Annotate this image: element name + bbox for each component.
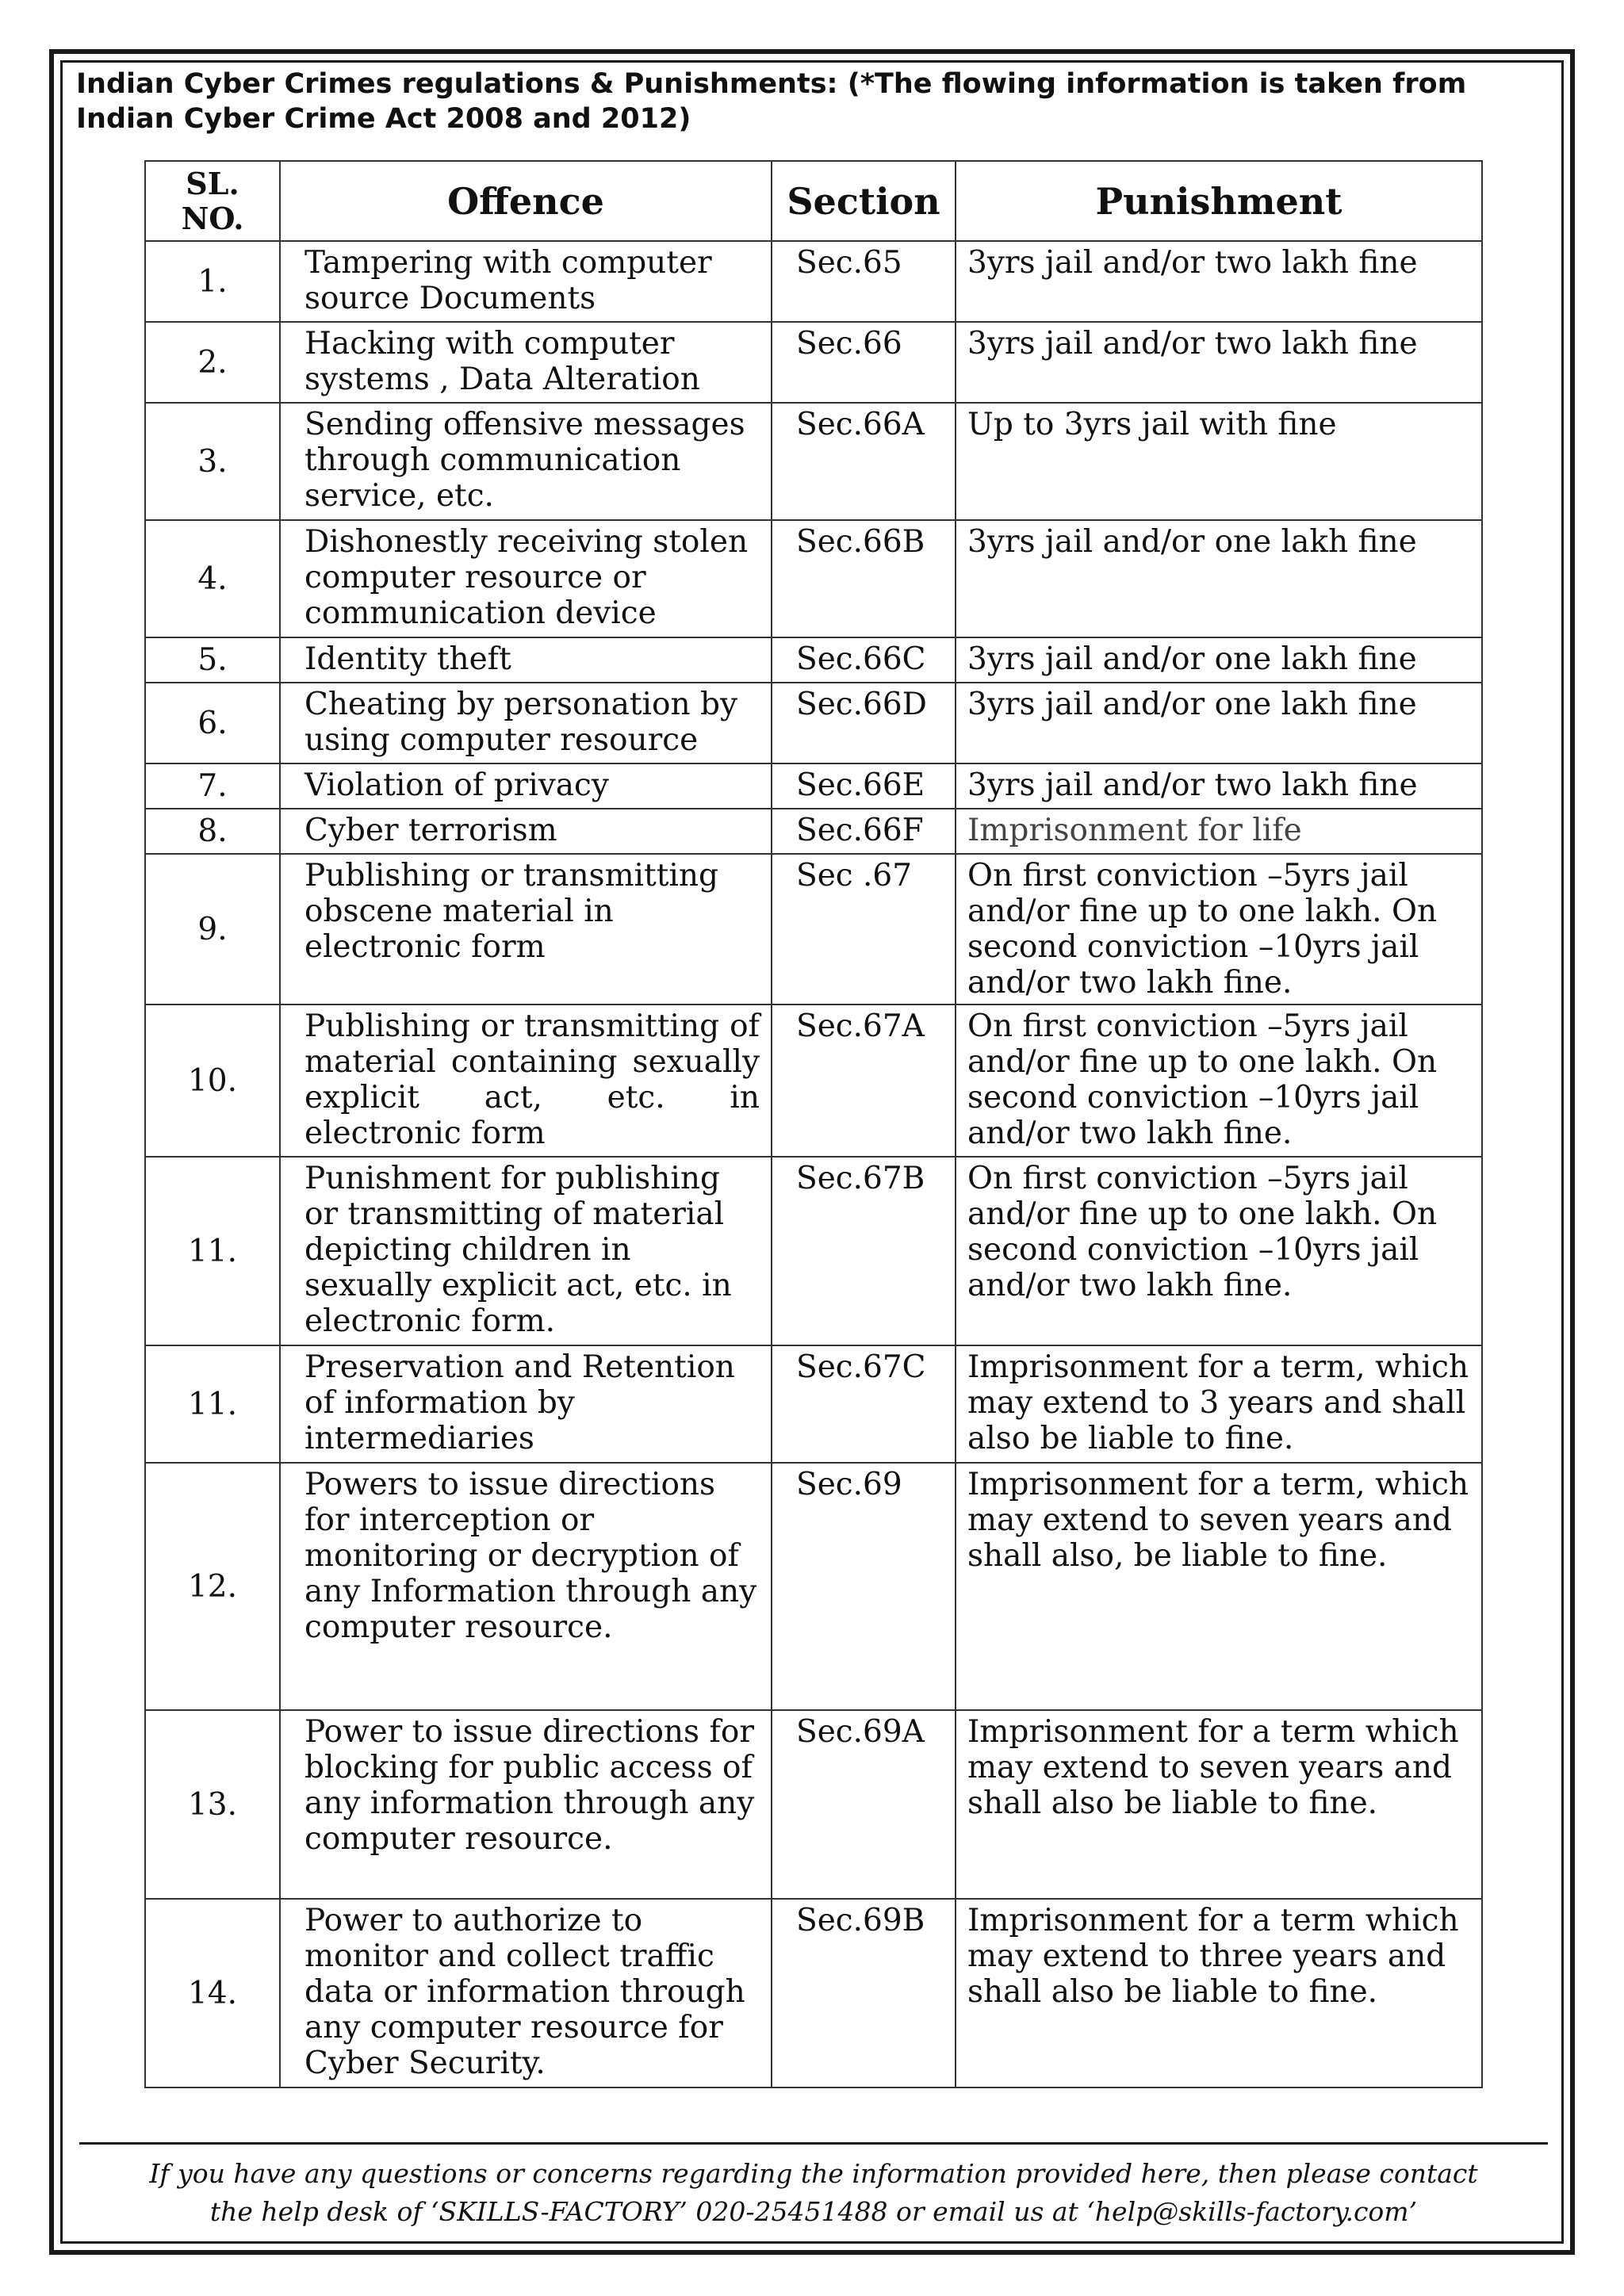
table-header-row <box>145 161 1482 241</box>
row-sl-no: 11. <box>145 1345 280 1463</box>
table-row <box>145 763 1482 809</box>
row-section: Sec.67B <box>772 1157 956 1345</box>
row-sl-no: 13. <box>145 1710 280 1899</box>
row-section: Sec.66 <box>772 322 956 403</box>
row-punishment: 3yrs jail and/or two lakh fine <box>956 763 1482 809</box>
row-sl-no: 3. <box>145 403 280 520</box>
row-sl-no: 7. <box>145 763 280 809</box>
row-offence: Sending offensive messages through communication service, etc. <box>280 403 772 520</box>
row-section: Sec .67 <box>772 854 956 1004</box>
row-punishment: 3yrs jail and/or two lakh fine <box>956 322 1482 403</box>
row-offence: Dishonestly receiving stolen computer resource or communication device <box>280 520 772 637</box>
row-section: Sec.66D <box>772 683 956 763</box>
column-header-offence: Offence <box>280 161 772 241</box>
row-punishment: On first conviction –5yrs jail and/or fine up to one lakh. On second conviction –10yrs jail and/or two lakh fine. <box>956 854 1482 1004</box>
table-row <box>145 322 1482 403</box>
footer-line-1: If you have any questions or concerns regarding the information provided here, then please contact <box>149 2158 1478 2189</box>
column-header-punishment: Punishment <box>956 161 1482 241</box>
row-offence: Hacking with computer systems , Data Alteration <box>280 322 772 403</box>
table-row <box>145 637 1482 683</box>
table-row <box>145 1004 1482 1157</box>
row-section: Sec.69A <box>772 1710 956 1899</box>
row-section: Sec.69 <box>772 1463 956 1710</box>
row-punishment: 3yrs jail and/or one lakh fine <box>956 520 1482 637</box>
column-header-section: Section <box>772 161 956 241</box>
row-section: Sec.66E <box>772 763 956 809</box>
table-row <box>145 1463 1482 1710</box>
row-punishment: Imprisonment for a term, which may extend to seven years and shall also, be liable to fine. <box>956 1463 1482 1710</box>
column-header-sl-no: SL. NO. <box>145 161 280 241</box>
row-sl-no: 1. <box>145 241 280 322</box>
row-offence: Power to issue directions for blocking for public access of any information through any computer resource. <box>280 1710 772 1899</box>
row-punishment: On first conviction –5yrs jail and/or fine up to one lakh. On second conviction –10yrs jail and/or two lakh fine. <box>956 1004 1482 1157</box>
row-section: Sec.66B <box>772 520 956 637</box>
row-punishment: 3yrs jail and/or one lakh fine <box>956 683 1482 763</box>
row-sl-no: 10. <box>145 1004 280 1157</box>
table-row <box>145 520 1482 637</box>
row-punishment: Up to 3yrs jail with fine <box>956 403 1482 520</box>
row-punishment: Imprisonment for a term, which may extend to 3 years and shall also be liable to fine. <box>956 1345 1482 1463</box>
row-sl-no: 14. <box>145 1899 280 2087</box>
row-offence: Publishing or transmitting obscene material in electronic form <box>280 854 772 1004</box>
row-sl-no: 6. <box>145 683 280 763</box>
table-row <box>145 1710 1482 1899</box>
row-offence: Cyber terrorism <box>280 809 772 854</box>
row-punishment: 3yrs jail and/or one lakh fine <box>956 637 1482 683</box>
row-punishment: 3yrs jail and/or two lakh fine <box>956 241 1482 322</box>
row-punishment: On first conviction –5yrs jail and/or fine up to one lakh. On second conviction –10yrs jail and/or two lakh fine. <box>956 1157 1482 1345</box>
row-punishment: Imprisonment for a term which may extend to three years and shall also be liable to fine. <box>956 1899 1482 2087</box>
table-row <box>145 1345 1482 1463</box>
row-offence: Identity theft <box>280 637 772 683</box>
row-offence: Cheating by personation by using computer resource <box>280 683 772 763</box>
table-row <box>145 1157 1482 1345</box>
row-section: Sec.67A <box>772 1004 956 1157</box>
offences-table <box>144 160 1483 2088</box>
row-offence: Publishing or transmitting of material containing sexually explicit act, etc. in electronic form <box>280 1004 772 1157</box>
row-section: Sec.66C <box>772 637 956 683</box>
row-sl-no: 8. <box>145 809 280 854</box>
table-row <box>145 1899 1482 2087</box>
document-heading: Indian Cyber Crimes regulations & Punishments: (*The flowing information is taken from Indian Cyber Crime Act 2008 and 2012) <box>76 68 1467 135</box>
row-sl-no: 9. <box>145 854 280 1004</box>
row-sl-no: 12. <box>145 1463 280 1710</box>
table-row <box>145 809 1482 854</box>
row-sl-no: 5. <box>145 637 280 683</box>
footer-note <box>79 2155 1548 2231</box>
row-offence: Powers to issue directions for interception or monitoring or decryption of any Information through any computer resource. <box>280 1463 772 1710</box>
table-row <box>145 683 1482 763</box>
row-section: Sec.67C <box>772 1345 956 1463</box>
row-offence: Power to authorize to monitor and collect traffic data or information through any computer resource for Cyber Security. <box>280 1899 772 2087</box>
table-row <box>145 241 1482 322</box>
table-row <box>145 403 1482 520</box>
row-sl-no: 2. <box>145 322 280 403</box>
row-offence: Tampering with computer source Documents <box>280 241 772 322</box>
row-sl-no: 11. <box>145 1157 280 1345</box>
row-offence: Punishment for publishing or transmitting of material depicting children in sexually explicit act, etc. in electronic form. <box>280 1157 772 1345</box>
footer-divider <box>79 2142 1548 2145</box>
row-section: Sec.65 <box>772 241 956 322</box>
row-sl-no: 4. <box>145 520 280 637</box>
row-punishment: Imprisonment for life <box>956 809 1482 854</box>
row-section: Sec.66A <box>772 403 956 520</box>
row-section: Sec.66F <box>772 809 956 854</box>
row-offence: Preservation and Retention of information by intermediaries <box>280 1345 772 1463</box>
table-row <box>145 854 1482 1004</box>
row-punishment: Imprisonment for a term which may extend to seven years and shall also be liable to fine. <box>956 1710 1482 1899</box>
row-section: Sec.69B <box>772 1899 956 2087</box>
footer-line-2: the help desk of ‘SKILLS-FACTORY’ 020-25451488 or email us at ‘help@skills-factory.com’ <box>209 2196 1418 2227</box>
row-offence: Violation of privacy <box>280 763 772 809</box>
